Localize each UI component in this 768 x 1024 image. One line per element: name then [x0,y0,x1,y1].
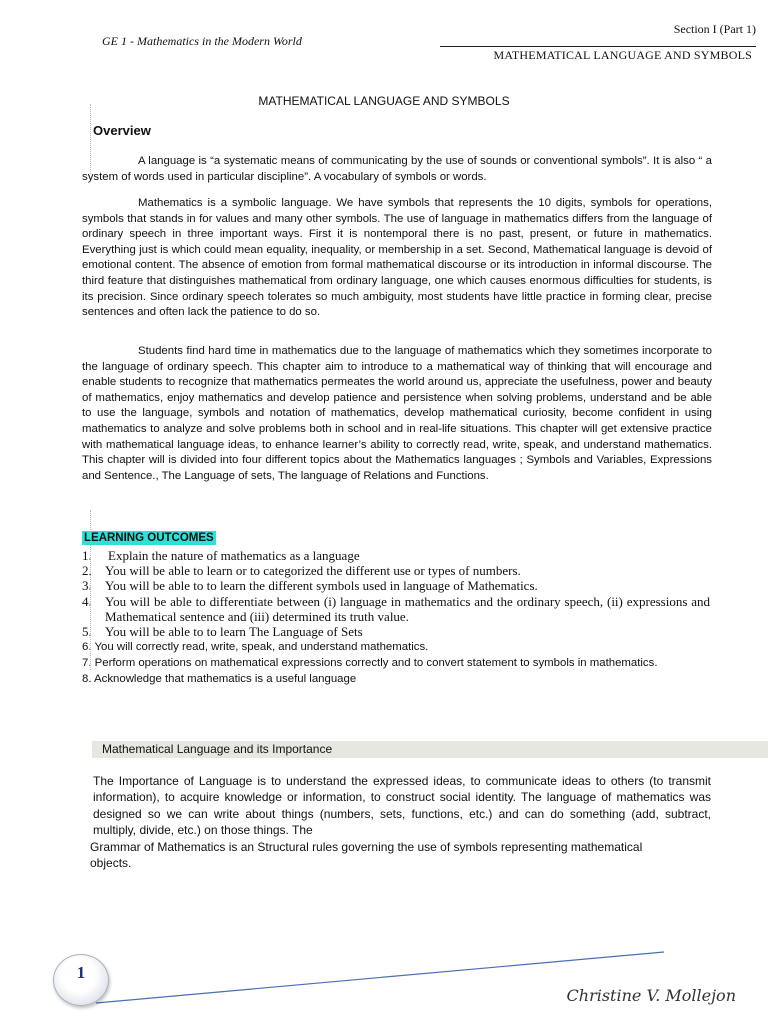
author-signature: Christine V. Mollejon [566,986,736,1005]
list-item: 6. You will correctly read, write, speak, and understand mathematics. [82,641,429,654]
paragraph-language-definition: A language is “a systematic means of communicating by the use of sounds or conventional symbols”. It is also “ a system of words used in particular discipline”. A vocabulary of symbols or words. [82,155,712,183]
paragraph-importance: The Importance of Language is to understand the expressed ideas, to communicate ideas to others (to transmit information), to acquire knowledge or information, to construct social identity. The language of mathematics was designed so we can write about things (numbers, sets, functions, etc.) and can do something (add, subtract, multiply, divide, etc.) on those things. The [93,774,711,838]
list-item: 7. Perform operations on mathematical expressions correctly and to convert statement to symbols in mathematics. [82,657,658,670]
paragraph-students-difficulty: Students find hard time in mathematics due to the language of mathematics which they sometimes incorporate to the language of ordinary speech. This chapter aim to introduce to a mathematical way of thinking that will encourage and enable students to recognize that mathematics permeates the world around us, appreciate the usefulness, power and beauty of mathematics, enjoy mathematics and develop patience and persistence when solving problems, understand and be able to use the language, symbols and notation of mathematics, develop mathematical curiosity, become confident in using mathematics to analyze and solve problems both in school and in real-life situations. This chapter will get extensive practice with mathematical language ideas, to enhance learner’s ability to correctly read, write, speak, and understand mathematics. This chapter will is divided into four different topics about the Mathematics languages ; Symbols and Variables, Expressions and Sentence., The Language of sets, The language of Relations and Functions. [82,345,712,482]
header-topic: MATHEMATICAL LANGUAGE AND SYMBOLS [493,48,752,62]
list-item: 1. Explain the nature of mathematics as a language [82,548,360,563]
list-item: 8. Acknowledge that mathematics is a useful language [82,673,357,686]
list-item: 5. You will be able to to learn The Language of Sets [82,624,363,640]
paragraph-symbolic-language: Mathematics is a symbolic language. We have symbols that represents the 10 digits, symbols for operations, symbols that stands in for values and many other symbols. The use of language in mathematics differs from the language of ordinary speech in three important ways. First it is nontemporal there is no past, present, or future in mathematics. Everything just is which could mean equality, inequality, or membership in a set. Second, Mathematical language is devoid of emotional content. The absence of emotion from formal mathematical discourse or its introduction in informal discourse. The third feature that distinguishes mathematical from ordinary language, one which causes enormous difficulties for students, is its precision. Since ordinary speech tolerates so much ambiguity, most students have little practice in forming clear, precise sentences and often lack the patience to do so. [82,197,712,319]
section-banner-title: Mathematical Language and its Importance [102,742,333,756]
overview-heading: Overview [93,123,151,138]
list-item: 3. You will be able to to learn the different symbols used in language of Mathematics. [82,578,538,594]
paragraph-grammar: Grammar of Mathematics is an Structural rules governing the use of symbols representing mathematical objects. [90,840,643,871]
document-title: MATHEMATICAL LANGUAGE AND SYMBOLS [258,94,510,108]
page-number: 1 [76,963,86,982]
list-item: 4. You will be able to differentiate between (i) language in mathematics and the ordinary speech, (ii) expressions and Mathematical sentence and (iii) determined its truth value. [82,593,710,624]
header-course-title: GE 1 - Mathematics in the Modern World [102,34,302,48]
header-section-label: Section I (Part 1) [673,22,756,36]
list-item: 2. You will be able to learn or to categorized the different use or types of numbers. [82,563,521,579]
learning-outcomes-heading: LEARNING OUTCOMES [84,532,214,544]
page-number-badge [53,954,109,1006]
